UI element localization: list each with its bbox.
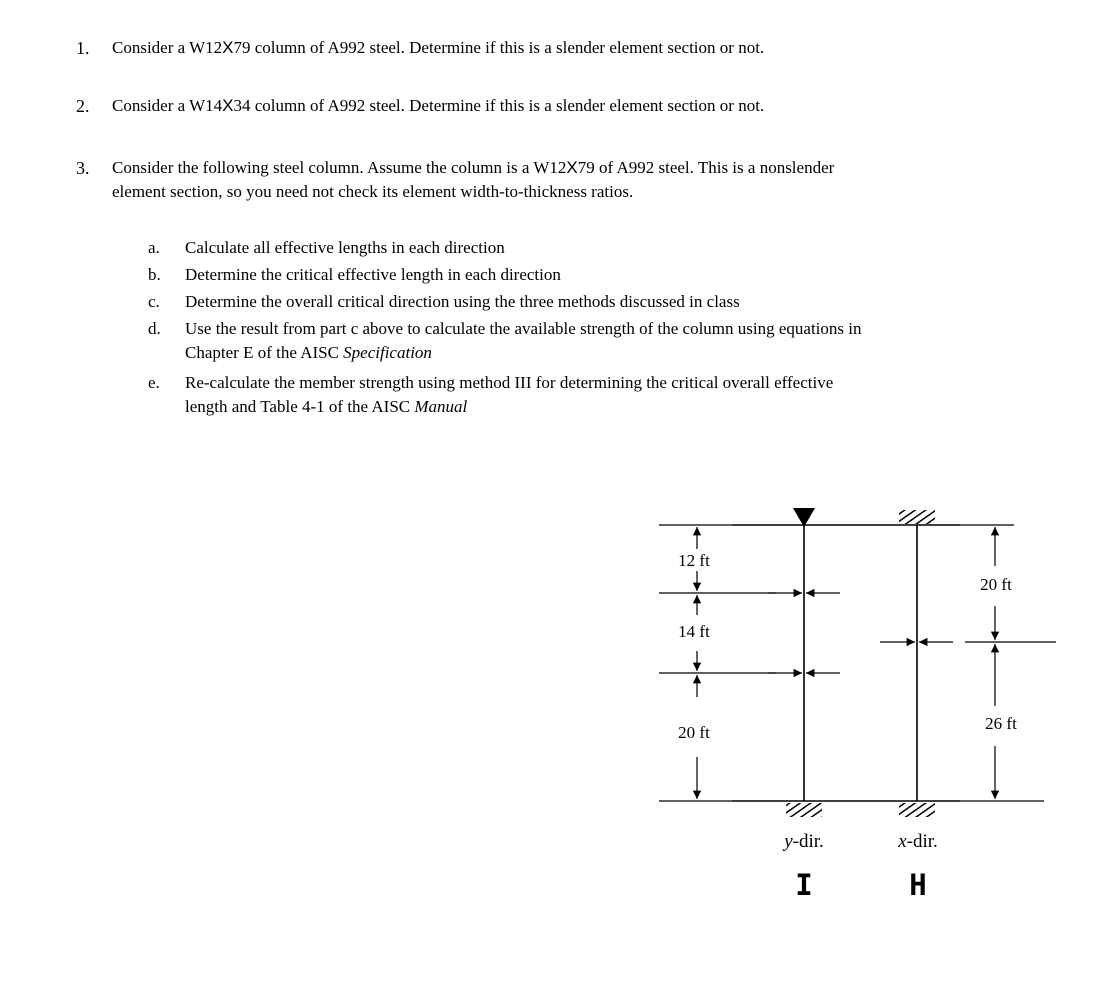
- question-number: 2.: [76, 96, 90, 116]
- part-label: c.: [148, 292, 160, 311]
- dim-label: 20 ft: [678, 723, 710, 742]
- part-text: Re-calculate the member strength using method III for determining the critical overall effective length and Table 4-1 of the AISC Manual: [185, 373, 834, 416]
- pin-support: [793, 508, 815, 527]
- fixed-support-top: [899, 510, 935, 524]
- part-label: a.: [148, 238, 160, 257]
- fixed-support-bottom-x: [899, 803, 935, 817]
- question-text: Consider a W12X79 column of A992 steel. Determine if this is a slender element section or not.: [112, 38, 765, 57]
- question-text: Consider a W14X34 column of A992 steel. Determine if this is a slender element section or not.: [112, 96, 765, 115]
- question-number: 1.: [76, 38, 90, 58]
- part-label: b.: [148, 265, 161, 284]
- part-text: Use the result from part c above to calculate the available strength of the column using equations in Chapter E of the AISC Specification: [185, 319, 862, 362]
- part-text: Determine the overall critical direction using the three methods discussed in class: [185, 292, 740, 311]
- h-section-icon: H: [909, 868, 927, 902]
- i-section-icon: I: [795, 868, 813, 902]
- dim-label: 26 ft: [985, 714, 1017, 733]
- question-number: 3.: [76, 158, 90, 178]
- part-label: e.: [148, 373, 160, 392]
- part-text: Calculate all effective lengths in each direction: [185, 238, 505, 257]
- part-text: Determine the critical effective length in each direction: [185, 265, 561, 284]
- y-dir-label: y-dir.: [784, 831, 824, 852]
- question-text: Consider the following steel column. Assume the column is a W12X79 of A992 steel. This is a nonslender element section, so you need not check its element width-to-thickness ratios.: [112, 158, 835, 201]
- part-label: d.: [148, 319, 161, 338]
- dim-label: 20 ft: [980, 575, 1012, 594]
- x-dir-label: x-dir.: [898, 831, 938, 852]
- dim-label: 12 ft: [678, 551, 710, 570]
- dim-label: 14 ft: [678, 622, 710, 641]
- fixed-support-bottom-y: [786, 803, 822, 817]
